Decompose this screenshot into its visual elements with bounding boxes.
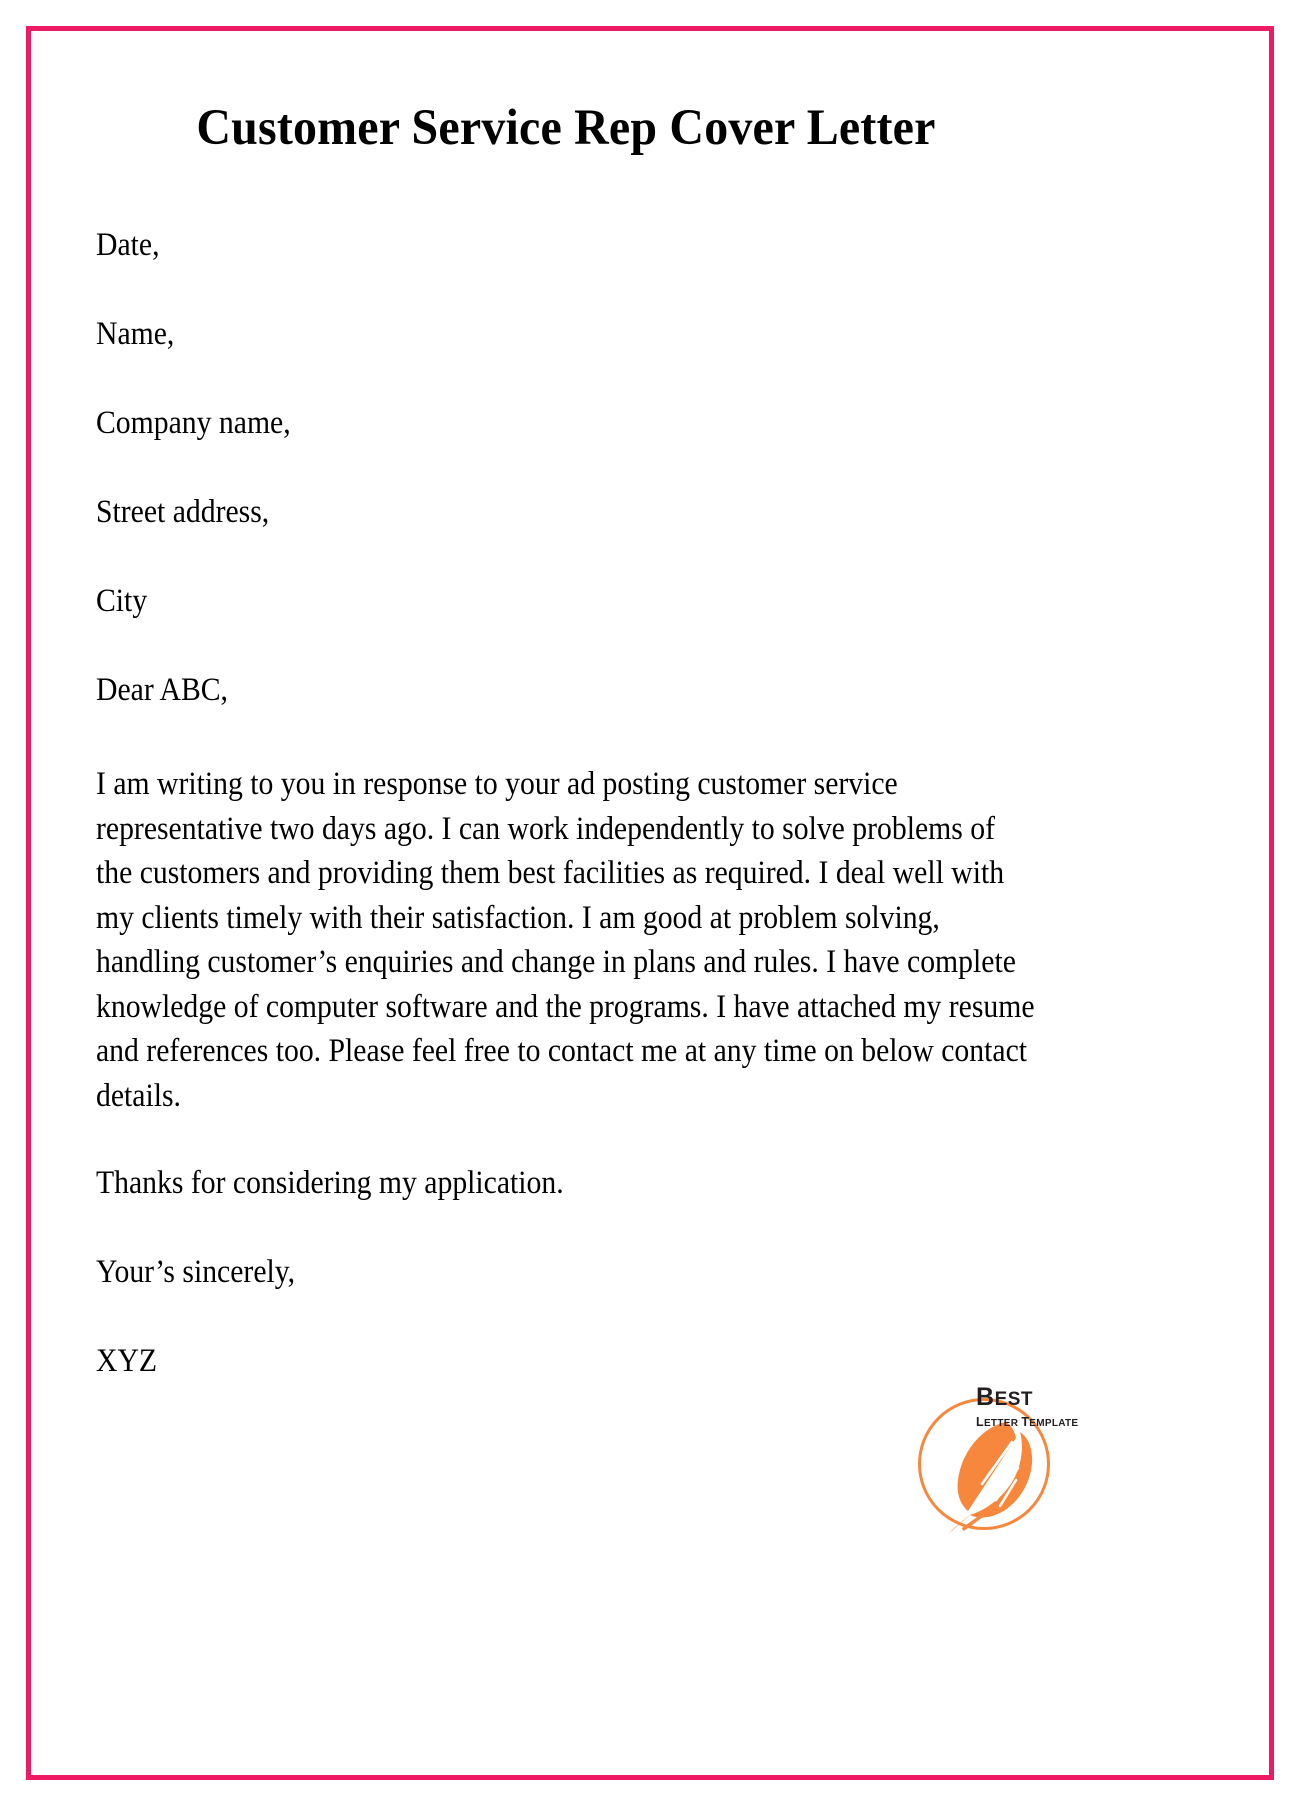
- feather-quill-icon: [942, 1416, 1046, 1534]
- logo-tagline-l: L: [976, 1415, 984, 1429]
- closing-thanks: Thanks for considering my application.: [96, 1165, 564, 1202]
- address-line-street: Street address,: [96, 494, 270, 531]
- address-line-name: Name,: [96, 316, 175, 353]
- signature-name: XYZ: [96, 1343, 158, 1380]
- address-line-date: Date,: [96, 227, 160, 264]
- logo-tagline: [976, 1414, 1106, 1432]
- page-title: Customer Service Rep Cover Letter: [196, 100, 936, 156]
- address-line-company: Company name,: [96, 405, 291, 442]
- logo-brand-name: [976, 1384, 1106, 1413]
- logo-brand-rest: EST: [994, 1389, 1034, 1410]
- address-line-city: City: [96, 583, 148, 620]
- logo-wordmark: [976, 1384, 1106, 1432]
- letter-content: [96, 100, 1036, 1700]
- logo-brand-initial: B: [976, 1383, 995, 1411]
- body-paragraph: I am writing to you in response to your ad posting customer service representative two days ago. I can work independently to solve problems of the customers and providing them best facilities as required. I deal well with my clients timely with their satisfaction. I am good at problem solving, handling customer’s enquiries and change in plans and rules. I have complete knowledge of computer software and the programs. I have attached my resume and references too. Please feel free to contact me at any time on below contact details.: [96, 766, 1035, 1114]
- logo-tagline-emplate: EMPLATE: [1029, 1418, 1079, 1429]
- logo-tagline-etter: ETTER: [983, 1418, 1019, 1429]
- brand-logo: [918, 1368, 1079, 1538]
- closing-signoff: Your’s sincerely,: [96, 1254, 296, 1291]
- logo-tagline-t: T: [1021, 1415, 1030, 1429]
- salutation: Dear ABC,: [96, 672, 228, 709]
- letter-body: [96, 228, 1036, 1378]
